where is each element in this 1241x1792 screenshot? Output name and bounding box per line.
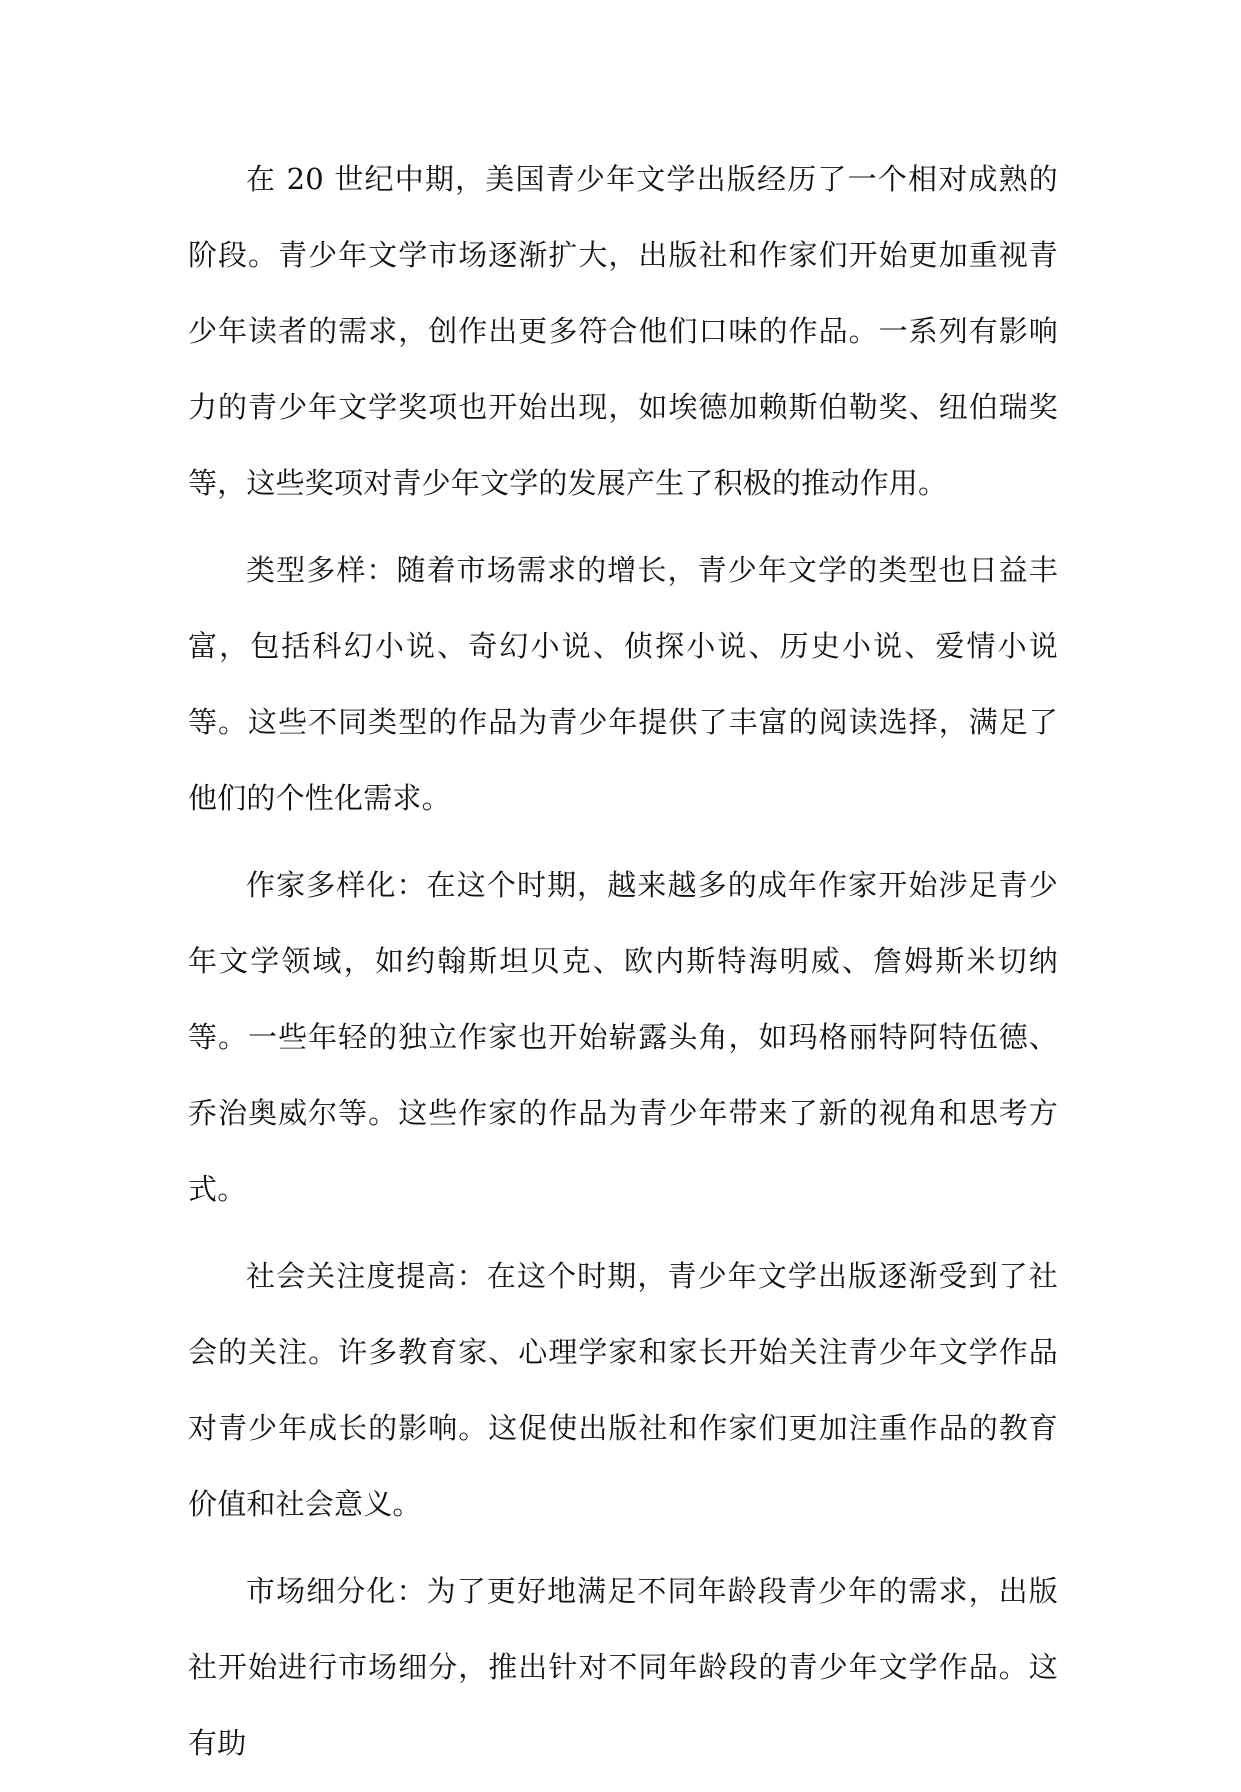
paragraph-genre-diversity: 类型多样：随着市场需求的增长，青少年文学的类型也日益丰富，包括科幻小说、奇幻小说、侦探小说、历史小说、爱情小说等。这些不同类型的作品为青少年提供了丰富的阅读选择，满足了他们的个性化需求。 bbox=[188, 553, 1058, 815]
paragraph-market-segmentation: 市场细分化：为了更好地满足不同年龄段青少年的需求，出版社开始进行市场细分，推出针对不同年龄段的青少年文学作品。这有助 bbox=[188, 1574, 1058, 1760]
paragraph-social-attention: 社会关注度提高：在这个时期，青少年文学出版逐渐受到了社会的关注。许多教育家、心理学家和家长开始关注青少年文学作品对青少年成长的影响。这促使出版社和作家们更加注重作品的教育价值和社会意义。 bbox=[188, 1259, 1058, 1521]
paragraph-mid-century-overview: 在 20 世纪中期，美国青少年文学出版经历了一个相对成熟的阶段。青少年文学市场逐渐扩大，出版社和作家们开始更加重视青少年读者的需求，创作出更多符合他们口味的作品。一系列有影响力的青少年文学奖项也开始出现，如埃德加赖斯伯勒奖、纽伯瑞奖等，这些奖项对青少年文学的发展产生了积极的推动作用。 bbox=[188, 162, 1058, 500]
document-body bbox=[188, 141, 1058, 1792]
paragraph-author-diversity: 作家多样化：在这个时期，越来越多的成年作家开始涉足青少年文学领域，如约翰斯坦贝克、欧内斯特海明威、詹姆斯米切纳等。一些年轻的独立作家也开始崭露头角，如玛格丽特阿特伍德、乔治奥威尔等。这些作家的作品为青少年带来了新的视角和思考方式。 bbox=[188, 868, 1058, 1206]
